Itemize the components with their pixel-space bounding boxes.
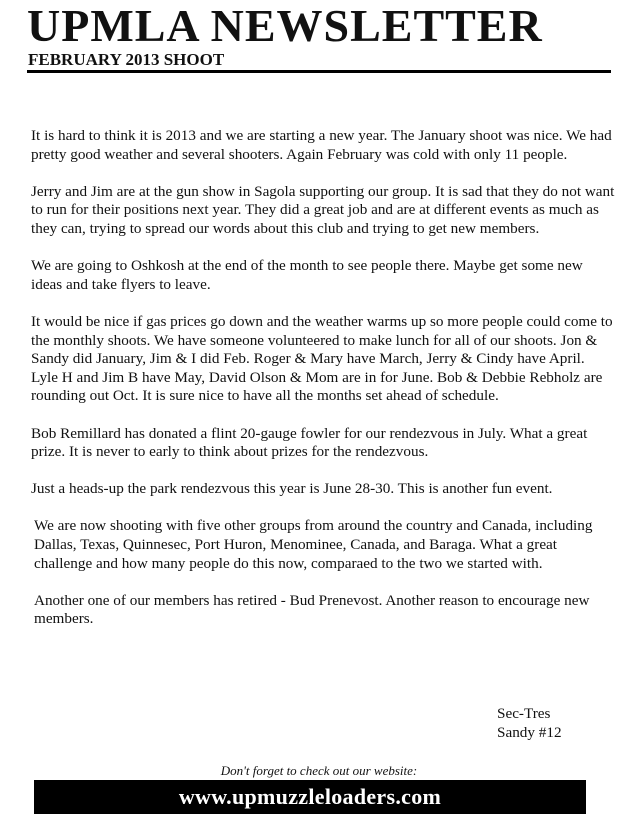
website-url-link[interactable]: www.upmuzzleloaders.com [178, 784, 442, 809]
paragraph-oshkosh: We are going to Oshkosh at the end of the month to see people there. Maybe get some new ideas and take flyers to leave. [31, 257, 583, 293]
paragraph-other-groups: We are now shooting with five other groups from around the country and Canada, including Dallas, Texas, Quinnesec, Port Huron, Menominee, Canada, and Baraga. What a great challenge and how many people do this now, comparaed to the two we started with. [34, 517, 593, 572]
signature-block [497, 705, 562, 742]
paragraph-retirement: Another one of our members has retired - Bud Prenevost. Another reason to encourage new members. [34, 591, 590, 628]
paragraph-monthly-shoots: It would be nice if gas prices go down and the weather warms up so more people could come to the monthly shoots. We have someone volunteered to make lunch for all of our shoots. Jon & Sandy did January, Jim & I did Feb. Roger & Mary have March, Jerry & Cindy have April. Lyle H and Jim B have May, David Olson & Mom are in for June. Bob & Debbie Rebholz are rounding out Oct. It is sure nice to have all the months set ahead of schedule. [31, 312, 613, 405]
paragraph-gun-show: Jerry and Jim are at the gun show in Sagola supporting our group. It is sad that they do not want to run for their positions next year. They did a great job and are at different events as much as they can, trying to spread our words about this club and trying to get new members. [31, 182, 615, 237]
signature-name: Sandy #12 [497, 723, 562, 741]
website-note: Don't forget to check out our website: [220, 763, 418, 778]
paragraph-donation: Bob Remillard has donated a flint 20-gauge fowler for our rendezvous in July. What a great prize. It is never to early to think about prizes for the rendezvous. [31, 424, 588, 461]
newsletter-subtitle: FEBRUARY 2013 SHOOT [28, 50, 225, 69]
header-divider [27, 70, 611, 73]
paragraph-new-year: It is hard to think it is 2013 and we are starting a new year. The January shoot was nice. We had pretty good weather and several shooters. Again February was cold with only 11 people. [31, 127, 612, 163]
paragraph-rendezvous: Just a heads-up the park rendezvous this year is June 28-30. This is another fun event. [31, 480, 553, 498]
newsletter-title: UPMLA NEWSLETTER [27, 0, 543, 51]
newsletter-body [31, 127, 615, 648]
website-banner [34, 780, 586, 814]
signature-role: Sec-Tres [497, 705, 551, 722]
